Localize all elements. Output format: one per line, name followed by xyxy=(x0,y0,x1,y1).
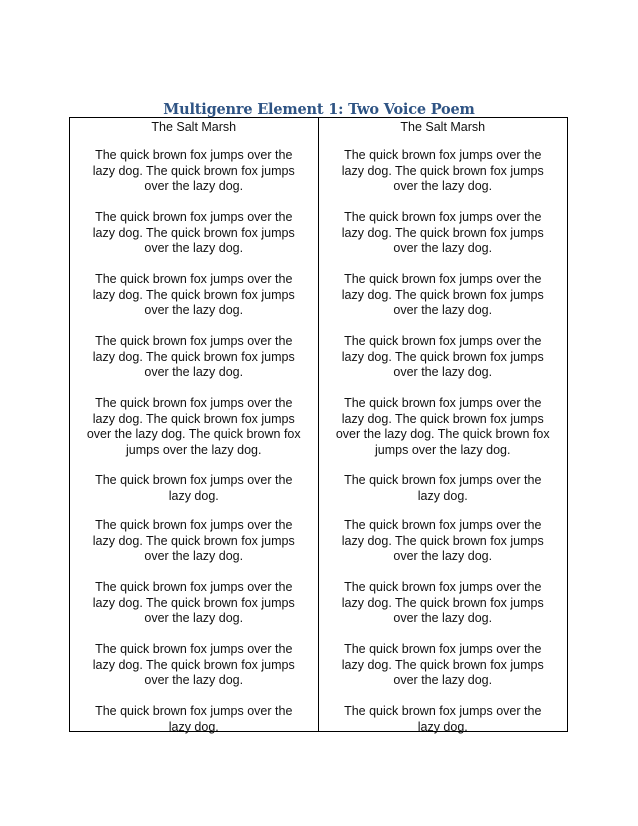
poem-line: lazy dog. The quick brown fox jumps xyxy=(92,349,295,364)
poem-line: lazy dog. The quick brown fox jumps xyxy=(92,287,295,302)
poem-stanza xyxy=(70,148,318,195)
poem-line: over the lazy dog. xyxy=(144,611,244,626)
poem-line: over the lazy dog. The quick brown fox xyxy=(335,427,550,442)
poem-line: jumps over the lazy dog. xyxy=(375,442,511,457)
poem-line: lazy dog. The quick brown fox jumps xyxy=(341,163,544,178)
poem-line: The quick brown fox jumps over the xyxy=(95,334,293,348)
poem-stanza xyxy=(70,580,318,627)
voice-one-heading: The Salt Marsh xyxy=(151,120,237,134)
document-title: Multigenre Element 1: Two Voice Poem xyxy=(163,101,475,118)
poem-stanza xyxy=(70,518,318,565)
poem-line: jumps over the lazy dog. xyxy=(126,442,262,457)
poem-line: over the lazy dog. xyxy=(144,179,244,194)
poem-line: The quick brown fox jumps over the xyxy=(344,518,542,532)
poem-line: over the lazy dog. xyxy=(144,241,244,256)
poem-line: lazy dog. The quick brown fox jumps xyxy=(341,287,544,302)
poem-stanza xyxy=(319,210,568,257)
poem-line: lazy dog. xyxy=(168,488,219,503)
poem-line: over the lazy dog. xyxy=(393,611,493,626)
poem-stanza xyxy=(70,210,318,257)
poem-line: The quick brown fox jumps over the xyxy=(344,272,542,286)
poem-line: The quick brown fox jumps over the xyxy=(95,210,293,224)
poem-line: over the lazy dog. xyxy=(144,303,244,318)
poem-line: lazy dog. The quick brown fox jumps xyxy=(341,595,544,610)
poem-stanza xyxy=(319,580,568,627)
voice-two-column xyxy=(319,118,568,734)
poem-stanza xyxy=(319,396,568,458)
poem-line: The quick brown fox jumps over the xyxy=(344,334,542,348)
poem-stanza xyxy=(70,272,318,319)
poem-line: lazy dog. The quick brown fox jumps xyxy=(341,657,544,672)
poem-stanza xyxy=(70,704,318,735)
poem-stanza xyxy=(319,272,568,319)
poem-line: lazy dog. The quick brown fox jumps xyxy=(341,349,544,364)
poem-line: The quick brown fox jumps over the xyxy=(95,148,293,162)
poem-line: over the lazy dog. xyxy=(393,179,493,194)
poem-line: The quick brown fox jumps over the xyxy=(344,396,542,410)
poem-line: over the lazy dog. xyxy=(393,241,493,256)
poem-line: lazy dog. The quick brown fox jumps xyxy=(92,595,295,610)
poem-stanza xyxy=(70,642,318,689)
poem-stanza xyxy=(319,642,568,689)
voice-two-heading: The Salt Marsh xyxy=(400,120,486,134)
poem-stanza xyxy=(70,473,318,504)
poem-line: over the lazy dog. xyxy=(144,673,244,688)
poem-line: lazy dog. xyxy=(168,719,219,734)
poem-line: over the lazy dog. The quick brown fox xyxy=(86,427,301,442)
poem-stanza xyxy=(319,518,568,565)
poem-line: The quick brown fox jumps over the xyxy=(344,642,542,656)
poem-line: lazy dog. xyxy=(417,488,468,503)
poem-line: lazy dog. The quick brown fox jumps xyxy=(92,225,295,240)
poem-stanza xyxy=(319,148,568,195)
poem-stanza xyxy=(319,334,568,381)
poem-line: over the lazy dog. xyxy=(393,365,493,380)
poem-line: lazy dog. The quick brown fox jumps xyxy=(92,533,295,548)
poem-line: lazy dog. The quick brown fox jumps xyxy=(341,533,544,548)
poem-line: over the lazy dog. xyxy=(393,673,493,688)
poem-line: The quick brown fox jumps over the xyxy=(95,704,293,718)
poem-line: over the lazy dog. xyxy=(393,549,493,564)
voice-one-column xyxy=(70,118,319,734)
poem-line: The quick brown fox jumps over the xyxy=(95,518,293,532)
poem-line: The quick brown fox jumps over the xyxy=(95,473,293,487)
poem-line: The quick brown fox jumps over the xyxy=(344,210,542,224)
poem-stanza xyxy=(70,334,318,381)
poem-line: lazy dog. The quick brown fox jumps xyxy=(92,411,295,426)
poem-line: lazy dog. The quick brown fox jumps xyxy=(341,411,544,426)
poem-line: lazy dog. The quick brown fox jumps xyxy=(92,163,295,178)
poem-line: over the lazy dog. xyxy=(144,365,244,380)
poem-line: The quick brown fox jumps over the xyxy=(344,148,542,162)
poem-line: over the lazy dog. xyxy=(144,549,244,564)
poem-line: lazy dog. The quick brown fox jumps xyxy=(92,657,295,672)
poem-line: The quick brown fox jumps over the xyxy=(344,473,542,487)
poem-line: The quick brown fox jumps over the xyxy=(344,580,542,594)
poem-line: The quick brown fox jumps over the xyxy=(95,396,293,410)
poem-line: The quick brown fox jumps over the xyxy=(95,642,293,656)
poem-stanza xyxy=(319,473,568,504)
poem-line: The quick brown fox jumps over the xyxy=(344,704,542,718)
poem-line: lazy dog. xyxy=(417,719,468,734)
poem-line: The quick brown fox jumps over the xyxy=(95,580,293,594)
poem-line: The quick brown fox jumps over the xyxy=(95,272,293,286)
poem-stanza xyxy=(319,704,568,735)
poem-line: over the lazy dog. xyxy=(393,303,493,318)
two-voice-poem-table xyxy=(69,117,568,732)
poem-stanza xyxy=(70,396,318,458)
poem-line: lazy dog. The quick brown fox jumps xyxy=(341,225,544,240)
